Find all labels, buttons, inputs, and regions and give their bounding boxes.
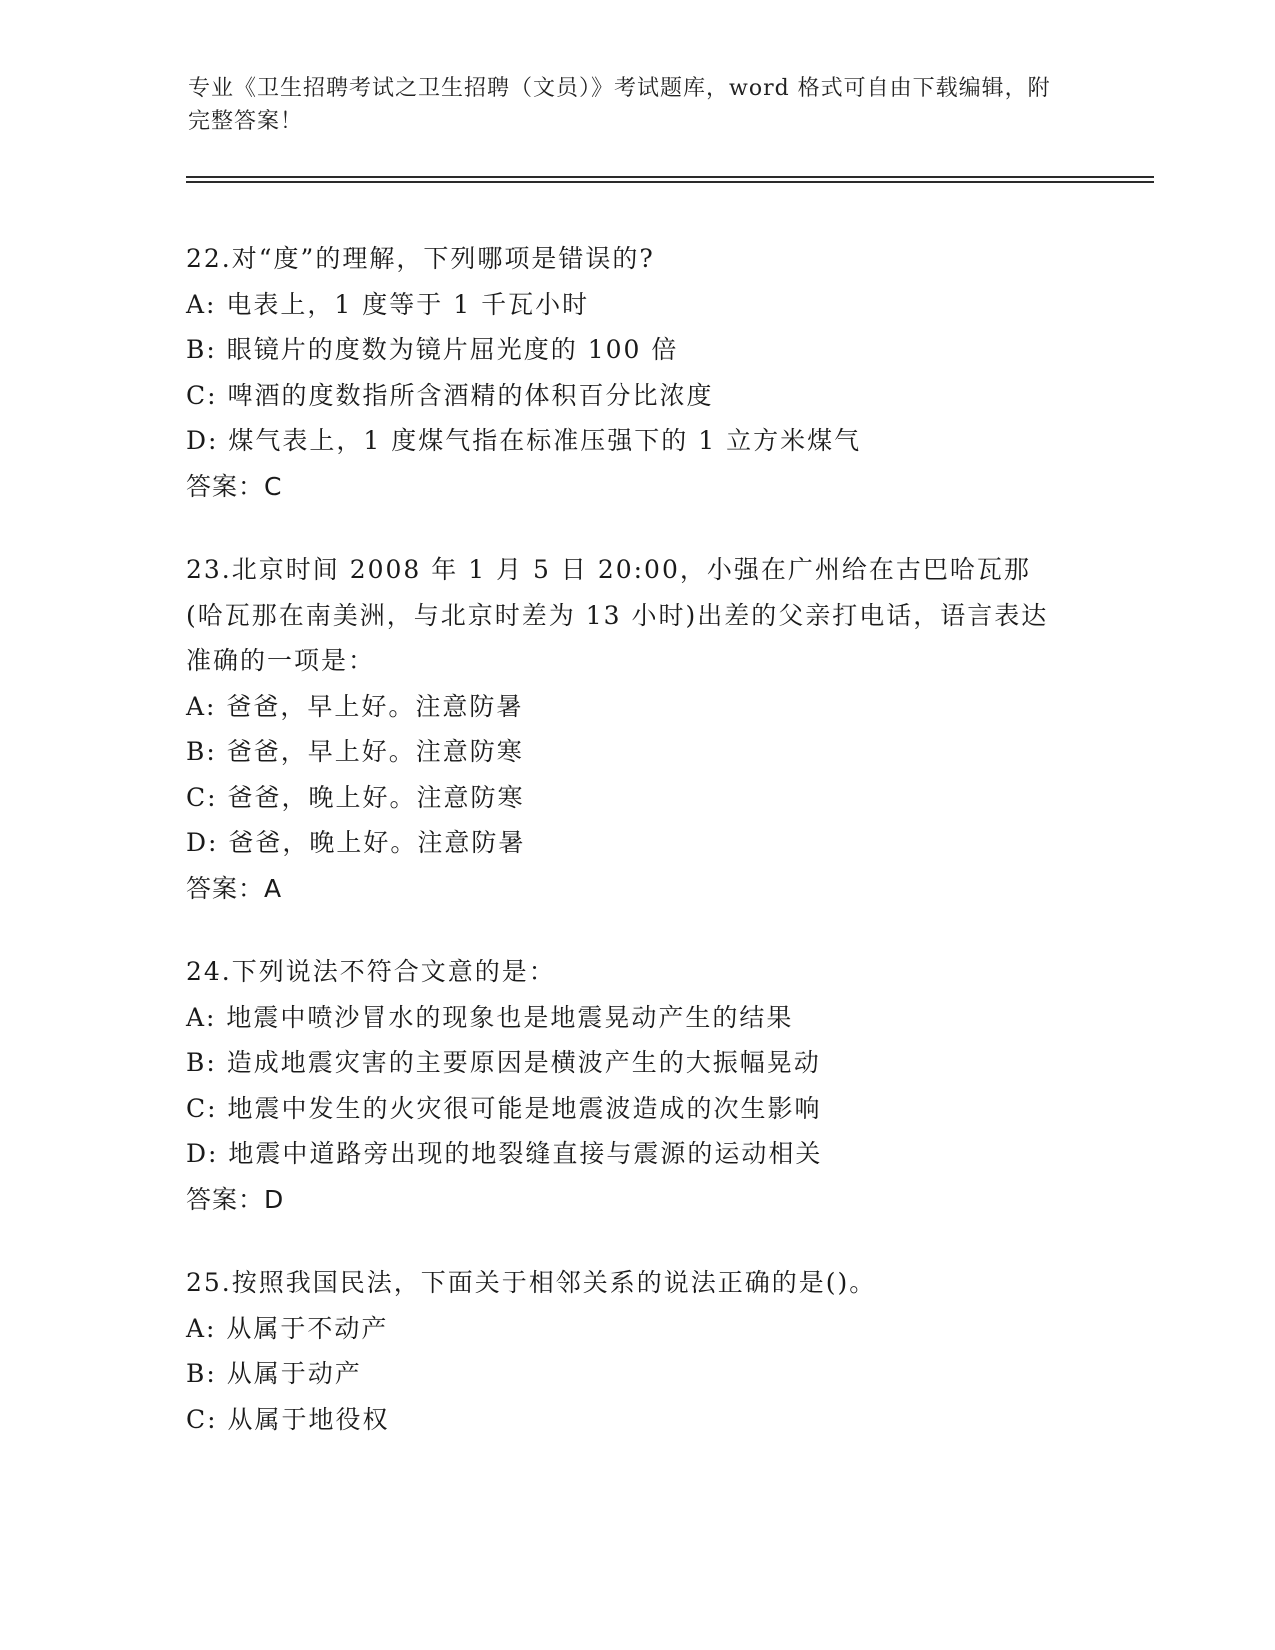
option-c: C: 啤酒的度数指所含酒精的体积百分比浓度 [186,380,714,410]
answer-label: 答案：C [186,471,283,501]
document-header: 专业《卫生招聘考试之卫生招聘（文员）》考试题库，word 格式可自由下载编辑，附完整答案！ [188,76,1051,134]
option-a: A: 地震中喷沙冒水的现象也是地震晃动产生的结果 [186,1002,794,1032]
question-stem: 22.对“度”的理解，下列哪项是错误的? [186,244,655,273]
option-a: A: 电表上，1 度等于 1 千瓦小时 [186,289,590,319]
question-25 [186,1260,1086,1442]
option-b: B: 造成地震灾害的主要原因是横波产生的大振幅晃动 [186,1048,821,1077]
option-d: D: 地震中道路旁出现的地裂缝直接与震源的运动相关 [186,1139,823,1168]
question-stem: 23.北京时间 2008 年 1 月 5 日 20:00，小强在广州给在古巴哈瓦那(哈瓦那在南美洲，与北京时差为 13 小时)出差的父亲打电话，语言表达准确的一项是： [186,555,1049,675]
option-d: D: 煤气表上，1 度煤气指在标准压强下的 1 立方米煤气 [186,426,862,455]
option-d: D: 爸爸，晚上好。注意防暑 [186,828,526,857]
question-24 [186,949,1086,1222]
header-divider [186,176,1154,178]
header-divider [186,181,1154,183]
option-b: B: 眼镜片的度数为镜片屈光度的 100 倍 [186,335,679,364]
question-list [186,236,1086,1480]
option-c: C: 从属于地役权 [186,1404,390,1434]
option-b: B: 爸爸，早上好。注意防寒 [186,737,524,766]
question-stem: 25.按照我国民法，下面关于相邻关系的说法正确的是()。 [186,1268,877,1297]
option-a: A: 从属于不动产 [186,1313,389,1343]
option-c: C: 爸爸，晚上好。注意防寒 [186,782,525,812]
question-22 [186,236,1086,509]
answer-label: 答案：D [186,1184,285,1214]
option-a: A: 爸爸，早上好。注意防暑 [186,691,524,721]
question-stem: 24.下列说法不符合文意的是： [186,957,556,986]
option-b: B: 从属于动产 [186,1359,362,1388]
question-23 [186,547,1086,911]
answer-label: 答案：A [186,873,283,903]
option-c: C: 地震中发生的火灾很可能是地震波造成的次生影响 [186,1093,822,1123]
